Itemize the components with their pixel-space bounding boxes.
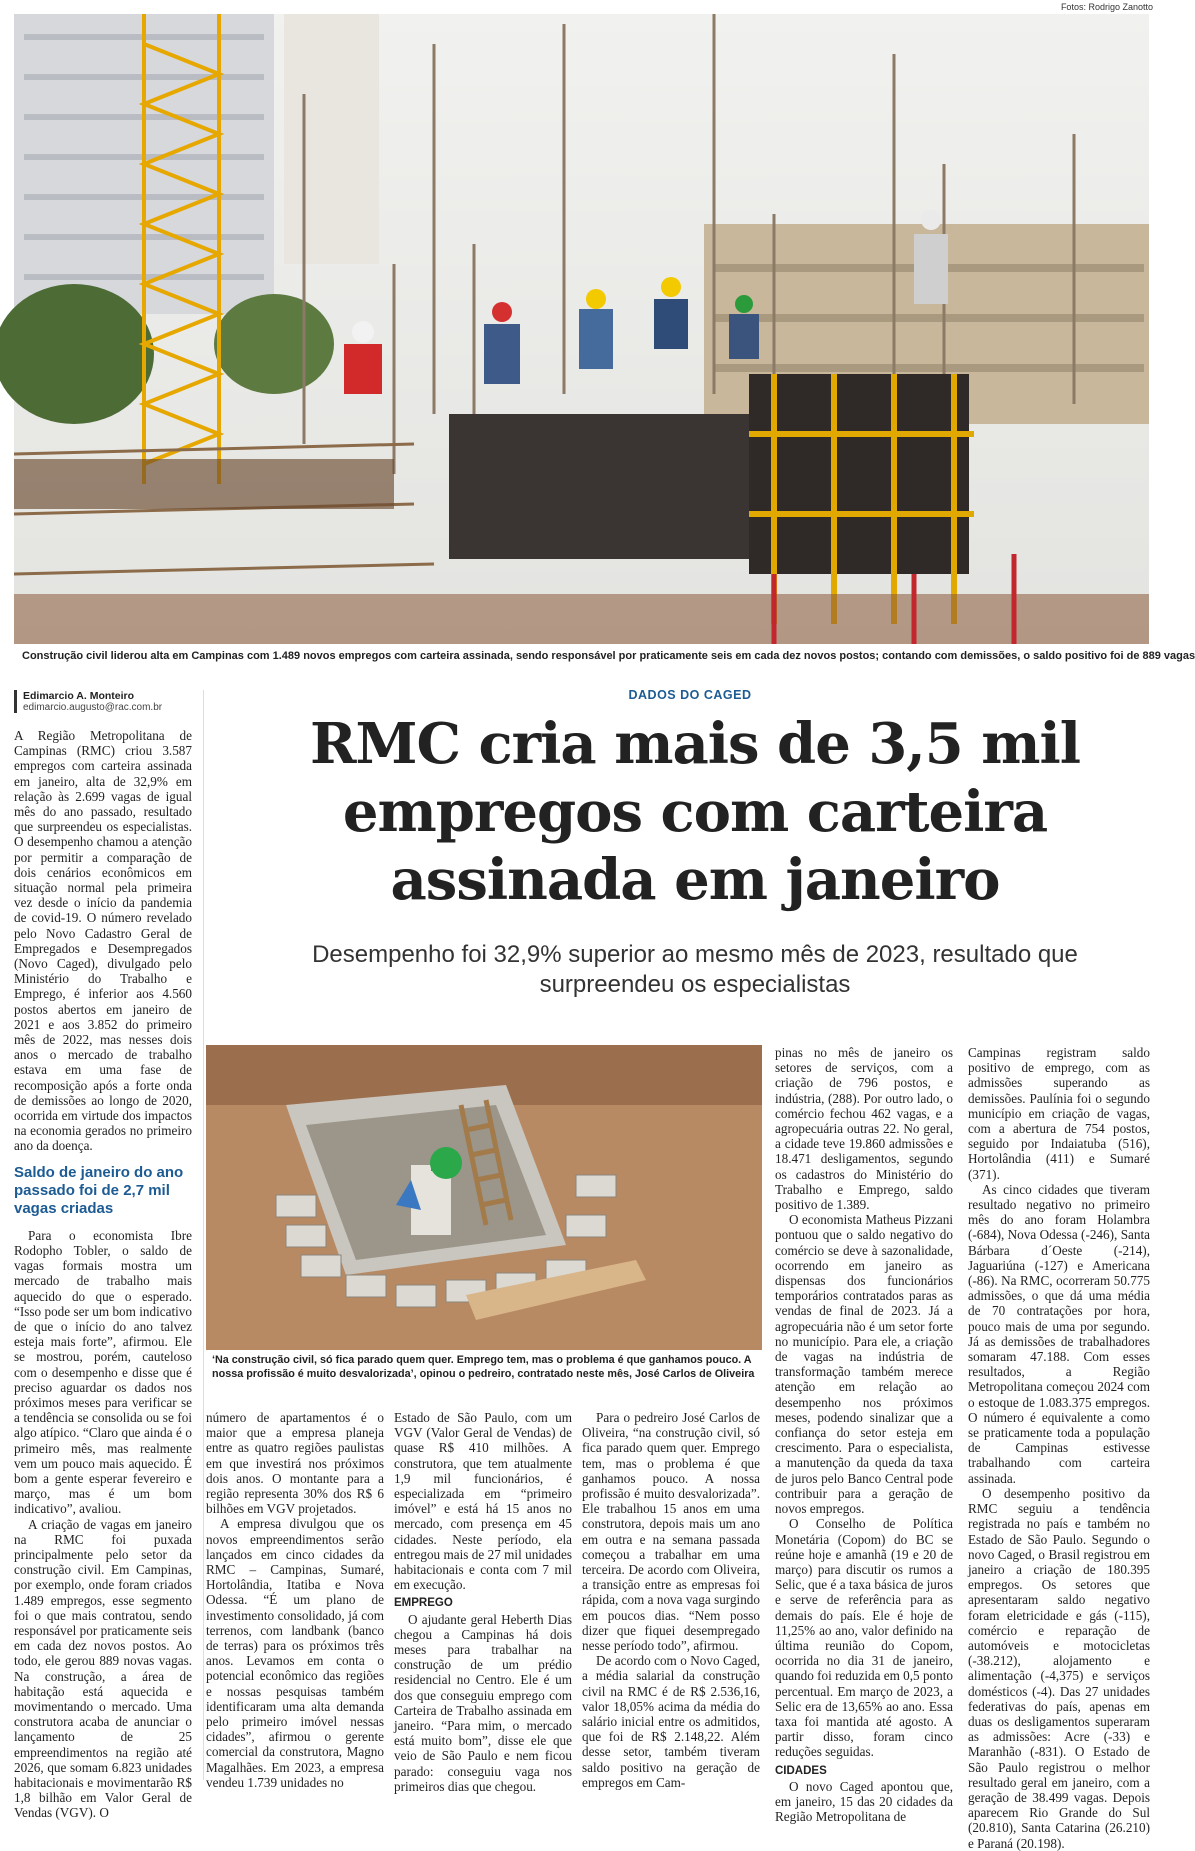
byline	[14, 690, 204, 713]
paragraph: Para o economista Ibre Rodopho Tobler, o saldo de vagas formais mostra um mercado de trabalho mais aquecido do que o esperado. “Isso pode ser um bom indicativo de que o início do ano talvez esteja mais forte”, afirmou. Ele se mostrou, porém, cauteloso com o desempenho e disse que é preciso aguardar os dados nos próximos meses para verificar se a tendência se consolida ou se foi algo atípico. “Claro que ainda é o primeiro mês, mas realmente vem um pouco mais aquecido. É bom a gente esperar fevereiro e março, mas é um bom indicativo”, avaliou.	[14, 1227, 192, 1517]
top-photo-caption: Construção civil liderou alta em Campinas com 1.489 novos empregos com carteira assinada, sendo responsável por praticamente seis em cada dez novos postos; contando com demissões, o saldo positivo foi de 889 vagas	[22, 650, 1195, 662]
paragraph: De acordo com o Novo Caged, a média salarial da construção civil na RMC é de R$ 2.536,16, valor 18,05% acima da média do salário inicial entre os admitidos, que foi de R$ 2.148,22. Além desse setor, também tiveram saldo positivo na geração de empregos em Cam-	[582, 1653, 760, 1790]
section-label-cidades: CIDADES	[775, 1764, 827, 1777]
author-name: Edimarcio A. Monteiro	[23, 690, 135, 702]
construction-site-photo	[14, 14, 1149, 644]
subheadline: Desempenho foi 32,9% superior ao mesmo mês de 2023, resultado que surpreendeu os especialistas	[312, 941, 1078, 998]
paragraph: As cinco cidades que tiveram resultado negativo no primeiro mês do ano foram Holambra (-684), Nova Odessa (-246), Santa Bárbara d´Oeste (-214), Jaguariúna (-127) e Americana (-86). Na RMC, ocorreram 50.775 admissões, o que dá uma média de 70 contratações por hora, pouco mais de uma por segundo. Já as demissões de trabalhadores somaram 47.188. Com esses resultados, a Região Metropolitana começou 2024 com o estoque de 1.083.375 empregos. O número é equivalente a como se praticamente toda a população de Campinas estivesse trabalhando com carteira assinada.	[968, 1181, 1150, 1486]
worker-photo	[206, 1045, 762, 1350]
article-column-3b	[582, 1410, 760, 1790]
paragraph: O ajudante geral Heberth Dias chegou a Campinas há dois meses para trabalhar na construção de um prédio residencial no Centro. Ele é um dos que conseguiu emprego com Carteira de Trabalho assinada em janeiro. “Para mim, o mercado está muito bom”, disse ele que veio de São Paulo e nem ficou parado: conseguiu vaga nos primeiros dias que chegou.	[394, 1611, 572, 1794]
paragraph: A Região Metropolitana de Campinas (RMC) criou 3.587 empregos com carteira assinada em janeiro, alta de 32,9% em relação às 2.699 vagas de igual mês do ano passado, resultado que surpreendeu os especialistas. O desempenho chamou a atenção por permitir a comparação de dois cenários econômicos em situação normal pela primeira vez desde o início da pandemia de covid-19. O número revelado pelo Novo Cadastro Geral de Empregados e Desempregados (Novo Caged), divulgado pelo Ministério do Trabalho e Emprego, é inferior aos 4.560 postos abertos em janeiro de 2021 e aos 3.852 do primeiro mês de 2022, mas nesses dois anos o mercado de trabalho estava em uma fase de recomposição após a forte onda de demissões ao longo de 2020, ocorrida em virtude dos impactos na economia gerados no primeiro ano da doença.	[14, 728, 192, 1154]
paragraph: Estado de São Paulo, com um VGV (Valor Geral de Vendas) de quase R$ 410 milhões. A construtora, que tem atualmente 1,9 mil funcionários, é especializada em “primeiro imóvel” e está há 15 anos no mercado, com presença em 45 cidades. Neste período, ela entregou mais de 27 mil unidades habitacionais e conta com 7 mil em execução.	[394, 1410, 572, 1593]
article-column-4	[775, 1045, 953, 1824]
section-label-emprego: EMPREGO	[394, 1597, 453, 1610]
worker-photo-caption: ‘Na construção civil, só fica parado quem quer. Emprego tem, mas o problema é que ganhamos pouco. A nossa profissão é muito desvalorizada’, opinou o pedreiro, contratado neste mês, José Carlos de Oliveira	[212, 1354, 755, 1380]
article-column-5	[968, 1045, 1150, 1851]
paragraph: Campinas registram saldo positivo de emprego, com as admissões superando as demissões. Paulínia foi o segundo município em criação de vagas, com a abertura de 754 postos, seguido por Indaiatuba (516), Hortolândia (411) e Sumaré (371).	[968, 1045, 1150, 1182]
subheading: Saldo de janeiro do ano passado foi de 2,7 mil vagas criadas	[14, 1163, 184, 1217]
paragraph: A criação de vagas em janeiro na RMC foi puxada principalmente pelo setor da construção civil. Em Campinas, por exemplo, onde foram criados 1.489 empregos, esse segmento foi o que mais contratou, sendo responsável por praticamente seis em cada dez novos postos. Ao todo, ele gerou 889 novas vagas. Na construção, a área de habitação está aquecida e movimentando o mercado. Uma construtora acaba de anunciar o lançamento de 25 empreendimentos na região até 2026, que somam 6.823 unidades habitacionais e movimentarão R$ 1,8 bilhão em Valor Geral de Vendas (VGV). O	[14, 1516, 192, 1821]
author-email[interactable]: edimarcio.augusto@rac.com.br	[23, 702, 163, 713]
paragraph: pinas no mês de janeiro os setores de serviços, com a criação de 796 postos, e indústria, (288). Por outro lado, o comércio fechou 462 vagas, e a agropecuária outras 22. No geral, a cidade teve 19.860 admissões e 18.471 desligamentos, segundo os cadastros do Ministério do Trabalho e Emprego, saldo positivo de 1.389.	[775, 1045, 953, 1213]
paragraph: A empresa divulgou que os novos empreendimentos serão lançados em cinco cidades da RMC – Campinas, Sumaré, Hortolândia, Itatiba e Nova Odessa. “É um plano de investimento consolidado, já com terrenos, com landbank (banco de terras) para os próximos três anos. Levamos em conta o potencial econômico das regiões e nossas pesquisas também identificaram uma alta demanda pelo primeiro imóvel nessas cidades”, afirmou o gerente comercial da construtora, Magno Magalhães. Em 2023, a empresa vendeu 1.739 unidades no	[206, 1516, 384, 1790]
paragraph: O economista Matheus Pizzani pontuou que o saldo negativo do comércio se deve à sazonalidade, ocorrendo em janeiro as dispensas dos funcionários temporários contratados paras as vendas de final de 2023. Já a agropecuária não é um setor forte no município. Para ele, a criação de vagas na indústria de transformação também merece atenção em relação ao desempenho nos próximos meses, podendo sinalizar que a confiança do setor esteja em crescimento. Para o especialista, a manutenção da queda da taxa de juros pelo Banco Central pode contribuir para a geração de novos empregos.	[775, 1212, 953, 1517]
paragraph: número de apartamentos é o maior que a empresa planeja entre as quatro regiões paulistas em que investirá nos próximos dois anos. O montante para a região representa 30% dos R$ 6 bilhões em VGV projetados.	[206, 1410, 384, 1517]
headline: RMC cria mais de 3,5 mil empregos com carteira assinada em janeiro	[309, 711, 1081, 913]
paragraph: O desempenho positivo da RMC seguiu a tendência registrada no país e também no Estado de São Paulo. Segundo o novo Caged, o Brasil registrou em janeiro a criação de 180.395 empregos. Os setores que apresentaram saldo negativo foram eletricidade e gás (-115), comércio e reparação de automóveis e motocicletas (-38.212), alojamento e alimentação (-4,375) e serviços domésticos (-4). Das 27 unidades federativas do país, apenas em duas os desligamentos superaram as admissões: Acre (-33) e Maranhão (-831). O Estado de São Paulo registrou o melhor resultado geral em janeiro, com a geração de 38.499 vagas. Depois aparecem Rio Grande do Sul (20.810), Santa Catarina (26.210) e Paraná (20.198).	[968, 1485, 1150, 1851]
article-column-3	[394, 1410, 572, 1794]
paragraph: O novo Caged apontou que, em janeiro, 15 das 20 cidades da Região Metropolitana de	[775, 1778, 953, 1825]
paragraph: O Conselho de Política Monetária (Copom) do BC se reúne hoje e amanhã (19 e 20 de março) para discutir os rumos a Selic, que é a taxa básica de juros e serve de referência para as demais do país. Ele é hoje de 11,25% ao ano, valor definido na última reunião do Copom, ocorrida no dia 31 de janeiro, quando foi reduzida em 0,5 ponto percentual. Em março de 2023, a Selic era de 13,65% ao ano. Essa taxa foi mantida até agosto. A partir disso, foram cinco reduções seguidas.	[775, 1516, 953, 1760]
paragraph: Para o pedreiro José Carlos de Oliveira, “na construção civil, só fica parado quem quer. Emprego tem, mas o problema é que ganhamos pouco. A nossa profissão é muito desvalorizada”. Ele trabalhou 15 anos em uma construtora, depois mais um ano em outra e na semana passada começou a trabalhar em uma terceira. De acordo com Oliveira, a transição entre as empresas foi rápida, com a nova vaga surgindo em poucos dias. “Nem posso dizer que fiquei desempregado nesse período todo”, afirmou.	[582, 1410, 760, 1654]
column-divider	[203, 690, 204, 1780]
section-kicker: DADOS DO CAGED	[628, 688, 752, 702]
photo-credit: Fotos: Rodrigo Zanotto	[1060, 2, 1153, 12]
article-column-2	[206, 1410, 384, 1790]
article-column-1	[14, 728, 192, 1821]
